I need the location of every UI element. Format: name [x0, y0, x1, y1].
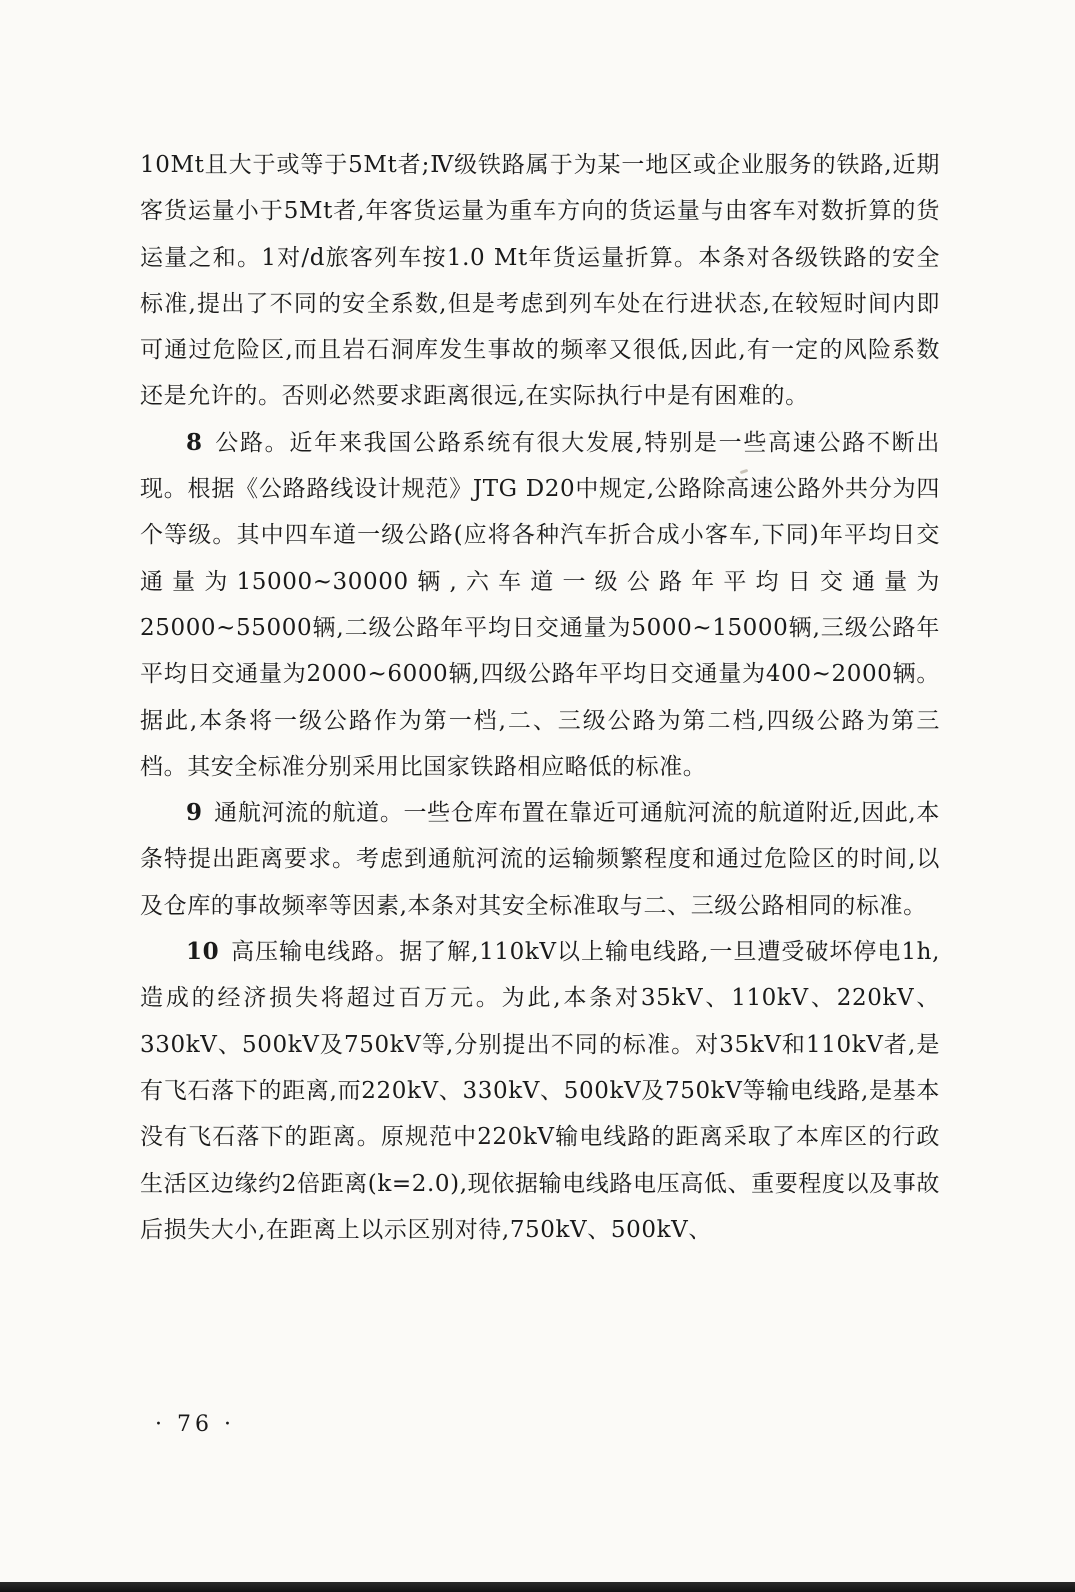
- paragraph-railway-continued: 10Mt且大于或等于5Mt者;Ⅳ级铁路属于为某一地区或企业服务的铁路,近期客货运量小于5Mt者,年客货运量为重车方向的货运量与由客车对数折算的货运量之和。1对/d旅客列车按1.0 Mt年货运量折算。本条对各级铁路的安全标准,提出了不同的安全系数,但是考虑到列车处在行进状态,在较短时间内即可通过危险区,而且岩石洞库发生事故的频率又很低,因此,有一定的风险系数还是允许的。否则必然要求距离很远,在实际执行中是有困难的。: [140, 152, 940, 410]
- paragraph-text: 公路。近年来我国公路系统有很大发展,特别是一些高速公路不断出现。根据《公路路线设计规范》JTG D20中规定,公路除高速公路外共分为四个等级。其中四车道一级公路(应将各种汽车折合成小客车,下同)年平均日交通量为15000~30000辆,六车道一级公路年平均日交通量为25000~55000辆,二级公路年平均日交通量为5000~15000辆,三级公路年平均日交通量为2000~6000辆,四级公路年平均日交通量为400~2000辆。据此,本条将一级公路作为第一档,二、三级公路为第二档,四级公路为第三档。其安全标准分别采用比国家铁路相应略低的标准。: [140, 429, 940, 780]
- paragraph-text: 高压输电线路。据了解,110kV以上输电线路,一旦遭受破坏停电1h,造成的经济损失将超过百万元。为此,本条对35kV、110kV、220kV、330kV、500kV及750kV等,分别提出不同的标准。对35kV和110kV者,是有飞石落下的距离,而220kV、330kV、500kV及750kV等输电线路,是基本没有飞石落下的距离。原规范中220kV输电线路的距离采取了本库区的行政生活区边缘约2倍距离(k=2.0),现依据输电线路电压高低、重要程度以及事故后损失大小,在距离上以示区别对待,750kV、500kV、: [140, 939, 940, 1243]
- paragraph-text: 通航河流的航道。一些仓库布置在靠近可通航河流的航道附近,因此,本条特提出距离要求。考虑到通航河流的运输频繁程度和通过危险区的时间,以及仓库的事故频率等因素,本条对其安全标准取与二、三级公路相同的标准。: [140, 800, 940, 919]
- paragraph-item-8-highway: [140, 420, 940, 790]
- paragraph-item-10-power-line: [140, 929, 940, 1253]
- scan-bottom-edge: [0, 1582, 1075, 1592]
- item-number: 9: [186, 799, 203, 827]
- paragraph-item-9-waterway: [140, 790, 940, 929]
- page-number: · 76 ·: [155, 1412, 235, 1437]
- item-number: 10: [186, 938, 220, 966]
- item-number: 8: [186, 428, 203, 456]
- page-content: [140, 142, 940, 1253]
